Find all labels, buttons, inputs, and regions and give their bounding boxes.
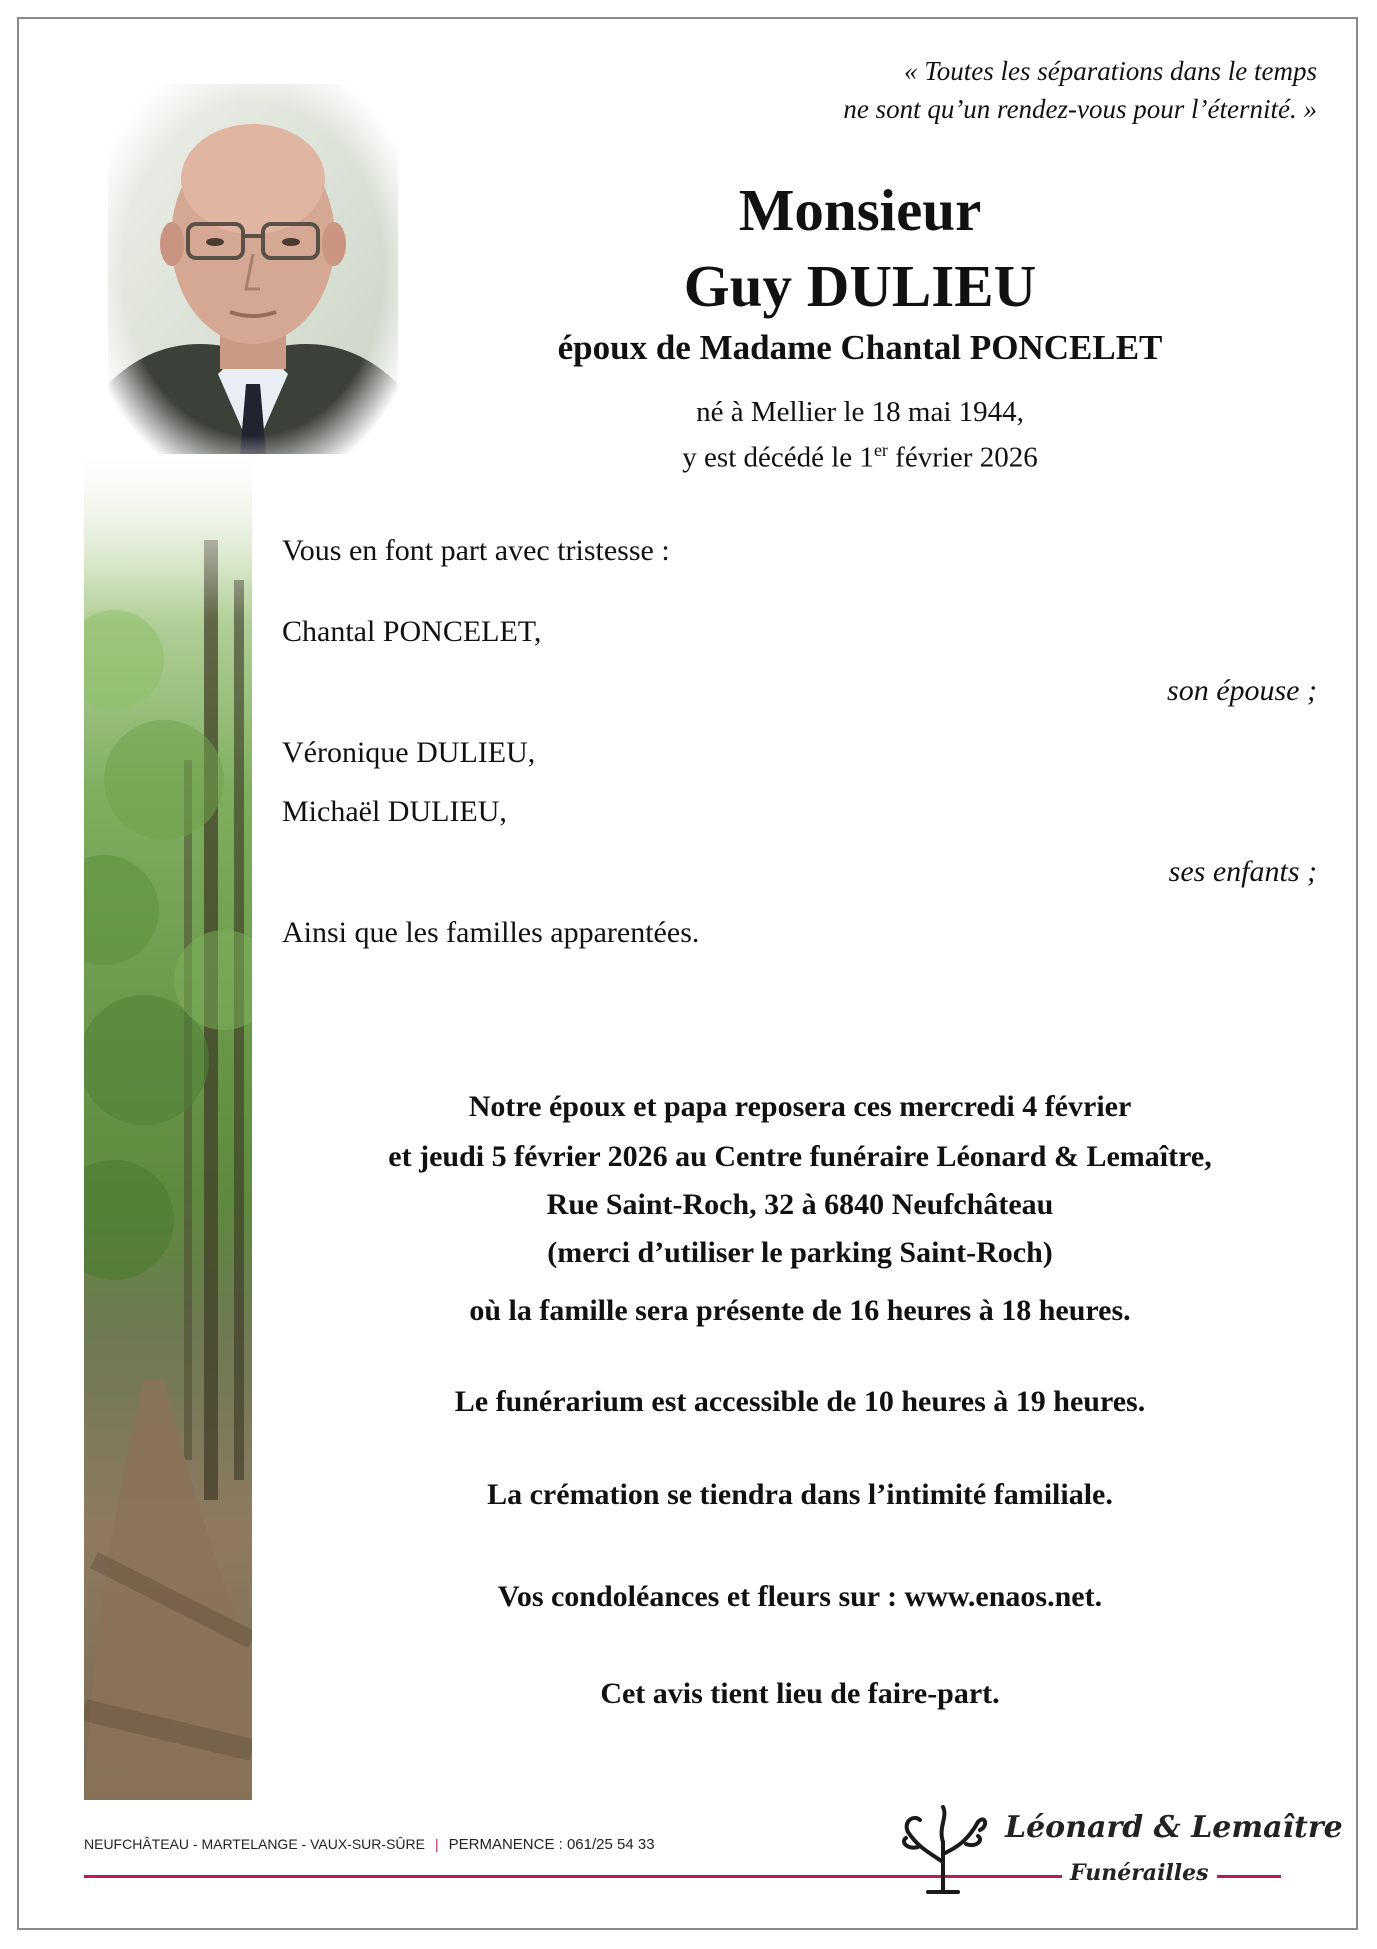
footer-locations: NEUFCHÂTEAU - MARTELANGE - VAUX-SUR-SÛRE [84, 1836, 425, 1852]
details-line-1: Notre époux et papa reposera ces mercredi 4 février [468, 1090, 1132, 1123]
children-role: ses enfants ; [1168, 855, 1317, 888]
announcement-intro: Vous en font part avec tristesse : [282, 534, 670, 567]
notice-info: Cet avis tient lieu de faire-part. [600, 1677, 1000, 1710]
cremation-info: La crémation se tiendra dans l’intimité familiale. [487, 1478, 1113, 1511]
spouse-role: son épouse ; [1167, 674, 1317, 707]
deceased-spouse: époux de Madame Chantal PONCELET [557, 328, 1163, 367]
portrait-photo [108, 84, 398, 454]
company-name: Léonard & Lemaître [1005, 1810, 1343, 1845]
details-line-3: Rue Saint-Roch, 32 à 6840 Neufchâteau [546, 1188, 1054, 1221]
condolences-info: Vos condoléances et fleurs sur : www.enaos.net. [497, 1580, 1103, 1613]
death-line-suffix: février 2026 [887, 441, 1038, 474]
child-1-name: Véronique DULIEU, [282, 736, 536, 769]
closing-line: Ainsi que les familles apparentées. [282, 916, 700, 949]
spouse-name: Chantal PONCELET, [282, 615, 542, 648]
birth-death-info [455, 393, 1265, 477]
death-line [455, 431, 1265, 477]
death-line-prefix: y est décédé le 1 [682, 441, 874, 474]
access-hours: Le funérarium est accessible de 10 heures à 19 heures. [454, 1385, 1146, 1418]
quote-line-2: ne sont qu’un rendez-vous pour l’éternité. » [843, 94, 1317, 124]
quote-line-1: « Toutes les séparations dans le temps [903, 56, 1317, 86]
company-sub: Funérailles [1062, 1860, 1217, 1886]
details-line-5: où la famille sera présente de 16 heures à 18 heures. [469, 1294, 1131, 1327]
death-line-sup: er [873, 440, 888, 460]
deceased-name: Guy DULIEU [683, 253, 1037, 319]
deceased-title: Monsieur [738, 177, 982, 243]
forest-path-image [84, 460, 252, 1800]
details-line-4: (merci d’utiliser le parking Saint-Roch) [547, 1236, 1053, 1269]
child-2-name: Michaël DULIEU, [282, 795, 507, 828]
footer-separator: | [434, 1836, 439, 1852]
quote [617, 52, 1317, 128]
details-line-2: et jeudi 5 février 2026 au Centre funéraire Léonard & Lemaître, [388, 1140, 1212, 1173]
birth-line: né à Mellier le 18 mai 1944, [696, 396, 1024, 428]
footer-contact [84, 1836, 655, 1853]
footer-permanence: PERMANENCE : 061/25 54 33 [448, 1836, 655, 1853]
